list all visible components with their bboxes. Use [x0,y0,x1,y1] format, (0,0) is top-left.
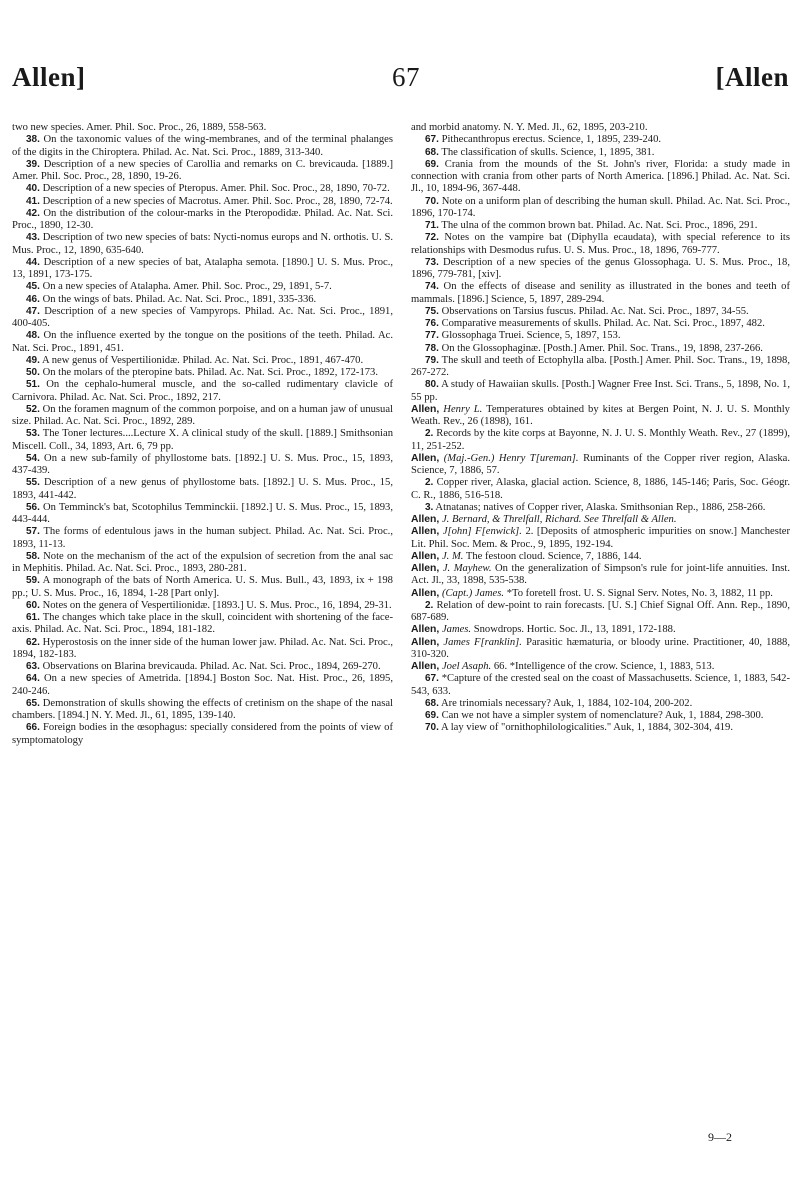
author-entry [411,551,790,563]
signature-mark: 9—2 [708,1130,732,1144]
entry-number: 56. [26,501,40,513]
entry-number: 72. [425,232,439,244]
author-surname: Allen, [411,563,440,574]
entry-number: 45. [26,281,40,293]
entry-text: Comparative measurements of skulls. Philad. Ac. Nat. Sci. Proc., 1897, 482. [441,318,765,329]
entry-number: 2. [425,477,434,489]
entry-number: 43. [26,232,40,244]
entry-text: Description of a new species of Vampyrops. Philad. Ac. Nat. Sci. Proc., 1891, 400-405. [12,305,393,329]
entry-number: 78. [425,342,439,354]
entry-text: On a new species of Atalapha. Amer. Phil. Soc. Proc., 29, 1891, 5-7. [42,281,332,293]
numbered-entry [12,477,393,502]
numbered-entry [411,710,790,722]
numbered-entry [12,294,393,306]
author-entry [411,624,790,636]
numbered-entry [411,673,790,698]
entry-text: On a new sub-family of phyllostome bats. [1892.] U. S. Mus. Proc., 15, 1893, 437-439. [12,452,393,476]
author-forename: J. Mayhew. [442,563,492,574]
entry-text: and morbid anatomy. N. Y. Med. Jl., 62, 1895, 203-210. [411,122,648,133]
entry-number: 70. [425,195,439,207]
entry-text: On Temminck's bat, Scotophilus Temminckii. [1892.] U. S. Mus. Proc., 15, 1893, 443-444. [12,501,393,525]
entry-number: 38. [26,134,40,146]
entry-number: 59. [26,575,40,587]
author-forename: James F[ranklin]. [443,636,522,648]
numbered-entry [411,330,790,342]
author-forename: J. Bernard, & Threlfall, Richard. See Threlfall & Allen. [441,514,677,525]
entry-continuation [411,122,790,134]
entry-number: 69. [425,710,439,721]
author-surname: Allen, [411,403,440,415]
entry-number: 42. [26,207,40,219]
numbered-entry [12,612,393,637]
numbered-entry [411,257,790,282]
entry-text: Notes on the genera of Vespertilionidæ. [1893.] U. S. Mus. Proc., 16, 1894, 29-31. [42,599,392,611]
entry-text: A monograph of the bats of North America. U. S. Mus. Bull., 43, 1893, ix + 198 pp.; U. S. Mus. Proc., 16, 1894, 1-28 [Part only]. [12,575,393,599]
author-forename: J. M. [441,550,464,562]
entry-text: Description of two new species of bats: Nycti-nomus europs and N. orthotis. U. S. Mus. Proc., 12, 1890, 635-640. [12,232,393,256]
author-entry [411,526,790,551]
author-entry [411,514,790,526]
header-right: [Allen [715,62,789,92]
entry-text: Pithecanthropus erectus. Science, 1, 1895, 239-240. [441,134,662,146]
entry-number: 46. [26,293,40,305]
entry-text: Description of a new species of Macrotus. Amer. Phil. Soc. Proc., 28, 1890, 72-74. [42,195,393,207]
entry-number: 73. [425,256,439,268]
numbered-entry [12,367,393,379]
entry-text: The ulna of the common brown bat. Philad. Ac. Nat. Sci. Proc., 1896, 291. [441,220,758,231]
entry-text: On the foramen magnum of the common porpoise, and on a human jaw of unusual size. Philad. Ac. Nat. Sci. Proc., 1892, 289. [12,403,393,427]
entry-text: On the generalization of Simpson's rule for joint-life annuities. Inst. Act. Jl., 33, 1898, 535-538. [411,563,791,587]
numbered-entry [411,306,790,318]
author-surname: Allen, [411,587,440,599]
entry-number: 44. [26,256,40,268]
numbered-entry [12,281,393,293]
entry-text: The classification of skulls. Science, 1, 1895, 381. [441,146,655,158]
entry-number: 47. [26,305,40,317]
entry-number: 2. [425,428,434,440]
entry-number: 57. [26,526,40,538]
entry-text: Crania from the mounds of the St. John's river, Florida: a study made in connection with crania from other parts of North America. [1896.] Philad. Ac. Nat. Sci. Jl., 10, 1894-96, 367-448. [411,158,791,195]
author-forename: (Maj.-Gen.) Henry T[ureman]. [443,452,579,464]
numbered-entry [12,379,393,404]
entry-number: 49. [26,354,40,366]
author-surname: Allen, [411,526,440,538]
entry-text: Relation of dew-point to rain forecasts. [U. S.] Chief Signal Off. Ann. Rep., 1890, 687-689. [411,599,791,623]
author-surname: Allen, [411,452,440,464]
numbered-entry [12,404,393,429]
entry-text: The Toner lectures....Lecture X. A clinical study of the skull. [1889.] Smithsonian Miscell. Coll., 34, 1893, Art. 6, 79 pp. [12,428,393,452]
numbered-entry [12,330,393,355]
entry-text: On the wings of bats. Philad. Ac. Nat. Sci. Proc., 1891, 335-336. [42,293,317,305]
entry-number: 76. [425,318,439,329]
entry-text: Copper river, Alaska, glacial action. Science, 8, 1886, 145-146; Paris, Soc. Géogr. C. R., 1886, 516-518. [411,477,791,501]
numbered-entry [12,502,393,527]
entry-text: On the distribution of the colour-marks in the Pteropodidæ. Philad. Ac. Nat. Sci. Proc., 1890, 12-30. [12,207,393,231]
entry-number: 2. [425,599,434,611]
entry-text: Atnatanas; natives of Copper river, Alaska. Smithsonian Rep., 1886, 258-266. [435,501,766,513]
numbered-entry [12,698,393,723]
numbered-entry [12,196,393,208]
numbered-entry [12,134,393,159]
numbered-entry [12,257,393,282]
entry-text: On a new species of Ametrida. [1894.] Boston Soc. Nat. Hist. Proc., 26, 1895, 240-246. [12,673,393,697]
entry-text: On the Glossophaginæ. [Posth.] Amer. Phil. Soc. Trans., 19, 1898, 237-266. [441,342,763,354]
numbered-entry [12,306,393,331]
numbered-entry [12,526,393,551]
entry-number: 67. [425,134,439,146]
entry-number: 48. [26,330,40,342]
entry-text: Note on the mechanism of the act of the expulsion of secretion from the anal sac in Mephitis. Philad. Ac. Nat. Sci. Proc., 1893, 280-281. [12,550,393,574]
entry-text: Observations on Blarina brevicauda. Philad. Ac. Nat. Sci. Proc., 1894, 269-270. [42,661,381,672]
numbered-entry [411,698,790,710]
author-surname: Allen, [411,636,440,648]
author-forename: Joel Asaph. [441,661,492,672]
author-surname: Allen, [411,514,440,525]
entry-text: Glossophaga Truei. Science, 5, 1897, 153. [441,330,621,342]
entry-text: 66. *Intelligence of the crow. Science, 1, 1883, 513. [493,661,715,672]
entry-number: 66. [26,722,40,734]
entry-number: 80. [425,379,439,391]
entry-text: Description of a new species of Pteropus. Amer. Phil. Soc. Proc., 28, 1890, 70-72. [42,183,390,195]
author-forename: (Capt.) James. [441,587,505,599]
numbered-entry [12,600,393,612]
entry-number: 3. [425,501,434,513]
numbered-entry [12,673,393,698]
entry-number: 71. [425,220,439,231]
numbered-entry [12,575,393,600]
entry-number: 40. [26,183,40,195]
entry-text: On the influence exerted by the tongue on the positions of the teeth. Philad. Ac. Nat. Sci. Proc., 1891, 451. [12,330,393,354]
entry-number: 55. [26,477,40,489]
entry-text: Demonstration of skulls showing the effects of cretinism on the shape of the nasal chambers. [1894.] N. Y. Med. Jl., 61, 1895, 139-140. [12,697,393,721]
numbered-entry [411,220,790,232]
numbered-entry [12,551,393,576]
entry-number: 65. [26,697,40,709]
entry-text: A study of Hawaiian skulls. [Posth.] Wagner Free Inst. Sci. Trans., 5, 1898, No. 1, 55 pp. [411,379,790,403]
author-surname: Allen, [411,624,440,636]
left-column [12,122,393,747]
entry-text: Temperatures obtained by kites at Bergen Point, N. J. U. S. Monthly Weath. Rev., 26 (1898), 161. [411,403,790,427]
entry-number: 75. [425,305,439,317]
numbered-entry [12,453,393,478]
entry-number: 39. [26,158,40,170]
entry-text: 2. [Deposits of atmospheric impurities on snow.] Manchester Lit. Phil. Soc. Mem. & Proc., 9, 1895, 192-194. [411,526,790,550]
entry-text: Records by the kite corps at Bayonne, N. J. U. S. Monthly Weath. Rev., 27 (1899), 11, 251-252. [411,428,790,452]
numbered-entry [411,600,790,625]
entry-text: Snowdrops. Hortic. Soc. Jl., 13, 1891, 172-188. [473,624,676,636]
entry-text: Description of a new genus of phyllostome bats. [1892.] U. S. Mus. Proc., 15, 1893, 441-442. [12,477,393,501]
numbered-entry [12,208,393,233]
numbered-entry [411,232,790,257]
numbered-entry [411,196,790,221]
entry-text: The festoon cloud. Science, 7, 1886, 144. [465,550,642,562]
numbered-entry [12,722,393,747]
entry-number: 52. [26,403,40,415]
author-forename: James. [441,624,472,636]
author-entry [411,637,790,662]
page-header [12,62,789,102]
numbered-entry [411,147,790,159]
entry-number: 50. [26,367,40,378]
entry-text: Hyperostosis on the inner side of the human lower jaw. Philad. Ac. Nat. Sci. Proc., 1894, 182-183. [12,636,393,660]
entry-text: A lay view of "ornithophilologicalities." Auk, 1, 1884, 302-304, 419. [440,722,733,734]
entry-text: The forms of edentulous jaws in the human subject. Philad. Ac. Nat. Sci. Proc., 1893, 11-13. [12,526,393,550]
entry-text: On the effects of disease and senility as illustrated in the bones and teeth of mammals. [1896.] Science, 5, 1897, 289-294. [411,281,791,305]
numbered-entry [411,281,790,306]
entry-number: 41. [26,195,40,207]
numbered-entry [12,637,393,662]
entry-number: 70. [425,722,439,734]
entry-text: On the taxonomic values of the wing-membranes, and of the terminal phalanges of the digits in the Chiroptera. Philad. Ac. Nat. Sci. Proc., 1889, 313-340. [12,134,393,158]
entry-number: 63. [26,661,40,672]
numbered-entry [411,318,790,330]
numbered-entry [12,232,393,257]
author-forename: Henry L. [443,403,483,415]
entry-continuation [12,122,393,134]
numbered-entry [12,428,393,453]
author-entry [411,661,790,673]
author-surname: Allen, [411,661,440,672]
numbered-entry [12,355,393,367]
numbered-entry [411,477,790,502]
entry-text: Notes on the vampire bat (Diphylla ecaudata), with special reference to its relationships with Desmodus rufus. U. S. Mus. Proc., 18, 1896, 769-777. [411,232,791,256]
author-surname: Allen, [411,550,440,562]
entry-number: 64. [26,673,40,685]
entry-text: A new genus of Vespertilionidæ. Philad. Ac. Nat. Sci. Proc., 1891, 467-470. [41,354,364,366]
entry-number: 61. [26,612,40,623]
author-entry [411,563,790,588]
numbered-entry [411,134,790,146]
entry-text: Foreign bodies in the œsophagus: specially considered from the points of view of symptomatology [12,722,393,746]
entry-number: 54. [26,452,40,464]
right-column [411,122,790,735]
entry-text: Ruminants of the Copper river region, Alaska. Science, 7, 1886, 57. [411,452,790,476]
entry-number: 53. [26,428,40,440]
numbered-entry [12,159,393,184]
author-entry [411,404,790,429]
entry-text: Observations on Tarsius fuscus. Philad. Ac. Nat. Sci. Proc., 1897, 34-55. [441,305,749,317]
entry-text: Description of a new species of the genus Glossophaga. U. S. Mus. Proc., 18, 1896, 779-781, [xiv]. [411,256,790,280]
entry-number: 77. [425,330,439,342]
entry-text: *To foretell frost. U. S. Signal Serv. Notes, No. 3, 1882, 11 pp. [506,587,773,599]
entry-text: Parasitic hæmaturia, or bloody urine. Practitioner, 40, 1888, 310-320. [411,636,790,660]
header-left: Allen] [12,62,86,92]
entry-text: The skull and teeth of Ectophylla alba. [Posth.] Amer. Phil. Soc. Trans., 19, 1898, 267-272. [411,354,790,378]
entry-number: 68. [425,146,439,158]
entry-number: 68. [425,697,439,709]
numbered-entry [411,343,790,355]
entry-text: Description of a new species of Carollia and remarks on C. brevicauda. [1889.] Amer. Phil. Soc. Proc., 28, 1890, 19-26. [12,158,394,182]
entry-text: On the cephalo-humeral muscle, and the so-called rudimentary clavicle of Carnivora. Philad. Ac. Nat. Sci. Proc., 1892, 217. [12,379,393,403]
entry-text: Are trinomials necessary? Auk, 1, 1884, 102-104, 200-202. [440,697,693,709]
entry-text: The changes which take place in the skull, coincident with shortening of the face-axis. Philad. Ac. Nat. Sci. Proc., 1894, 181-182. [12,612,393,636]
numbered-entry [411,379,790,404]
entry-number: 79. [425,354,439,366]
entry-number: 58. [26,550,40,562]
entry-number: 62. [26,636,40,648]
entry-number: 60. [26,599,40,611]
page-number: 67 [392,62,420,92]
entry-text: Can we not have a simpler system of nomenclature? Auk, 1, 1884, 298-300. [441,710,764,721]
numbered-entry [12,661,393,673]
author-forename: J[ohn] F[enwick]. [442,526,522,538]
author-entry [411,453,790,478]
entry-number: 51. [26,379,40,391]
numbered-entry [411,428,790,453]
entry-text: *Capture of the crested seal on the coast of Massachusetts. Science, 1, 1883, 542-543, 633. [411,673,790,697]
entry-text: Description of a new species of bat, Atalapha semota. [1890.] U. S. Mus. Proc., 13, 1891, 173-175. [12,256,394,280]
numbered-entry [411,722,790,734]
numbered-entry [12,183,393,195]
entry-number: 74. [425,281,439,293]
numbered-entry [411,159,790,196]
entry-text: On the molars of the pteropine bats. Philad. Ac. Nat. Sci. Proc., 1892, 172-173. [42,367,378,378]
author-entry [411,588,790,600]
numbered-entry [411,355,790,380]
entry-text: Note on a uniform plan of describing the human skull. Philad. Ac. Nat. Sci. Proc., 1896, 170-174. [411,195,790,219]
entry-number: 67. [425,673,439,685]
numbered-entry [411,502,790,514]
entry-number: 69. [425,158,439,170]
entry-text: two new species. Amer. Phil. Soc. Proc., 26, 1889, 558-563. [12,122,267,133]
